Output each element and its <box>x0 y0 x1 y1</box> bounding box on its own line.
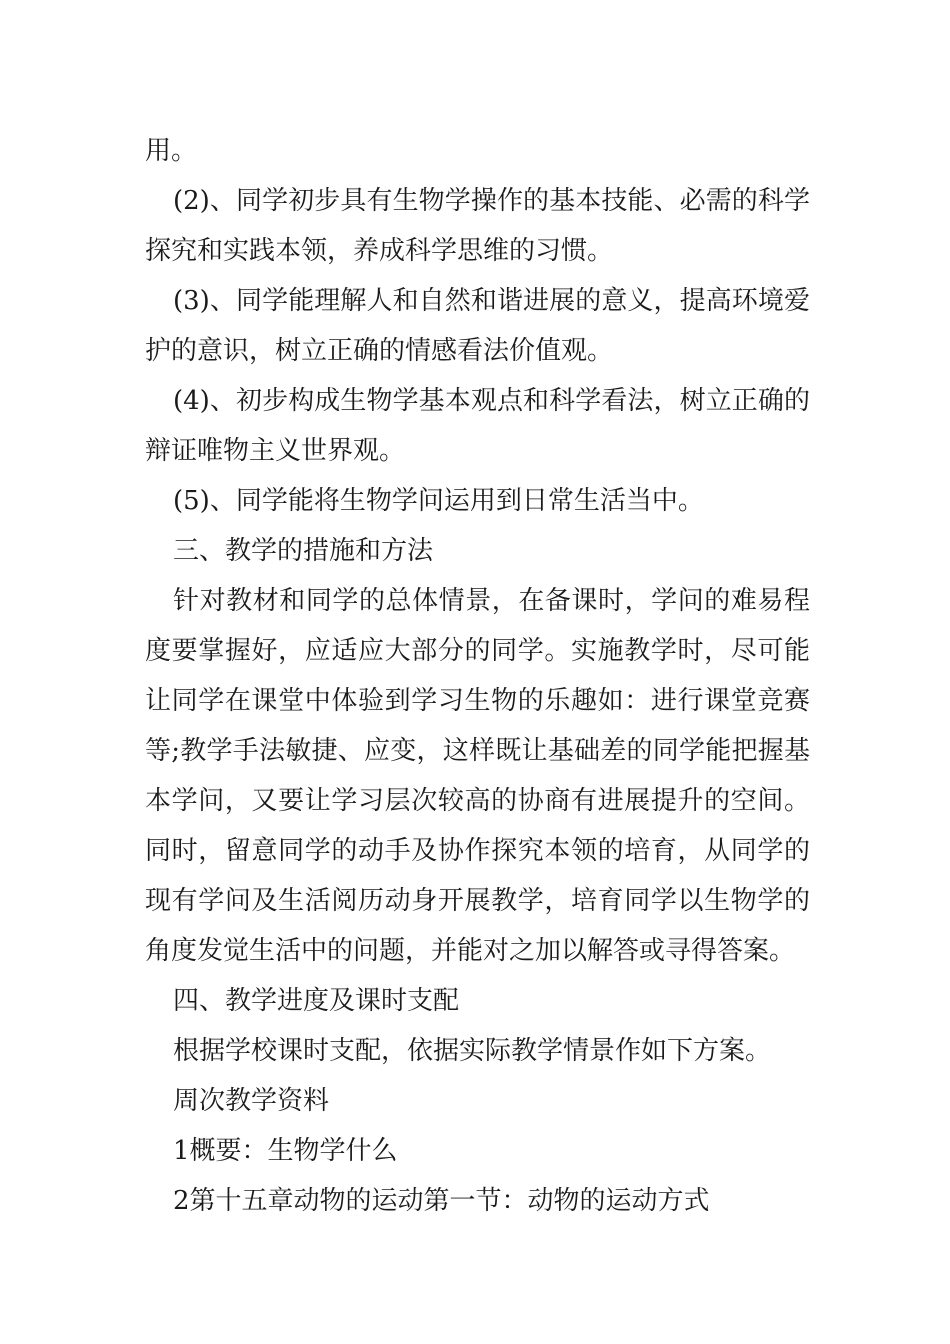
paragraph-methods: 针对教材和同学的总体情景，在备课时，学问的难易程度要掌握好，应适应大部分的同学。实施教学时，尽可能让同学在课堂中体验到学习生物的乐趣如：进行课堂竞赛等;教学手法敏捷、应变，这样既让基础差的同学能把握基本学问，又要让学习层次较高的协商有进展提升的空间。同时，留意同学的动手及协作探究本领的培育，从同学的现有学问及生活阅历动身开展教学，培育同学以生物学的角度发觉生活中的问题，并能对之加以解答或寻得答案。 <box>145 586 810 966</box>
paragraph-continuation: 用。 <box>145 136 198 166</box>
schedule-row-1: 1概要：生物学什么 <box>173 1136 398 1166</box>
section-heading-methods: 三、教学的措施和方法 <box>173 536 434 566</box>
paragraph-schedule-intro: 根据学校课时支配，依据实际教学情景作如下方案。 <box>173 1036 772 1066</box>
paragraph-goal-3: (3)、同学能理解人和自然和谐进展的意义，提高环境爱护的意识，树立正确的情感看法价值观。 <box>145 286 810 366</box>
schedule-row-2: 2第十五章动物的运动第一节：动物的运动方式 <box>173 1186 710 1216</box>
schedule-table-header: 周次教学资料 <box>173 1086 330 1116</box>
document-body <box>145 126 810 1226</box>
paragraph-goal-5: (5)、同学能将生物学问运用到日常生活当中。 <box>173 486 704 516</box>
paragraph-goal-2: (2)、同学初步具有生物学操作的基本技能、必需的科学探究和实践本领，养成科学思维的习惯。 <box>145 186 810 266</box>
section-heading-schedule: 四、教学进度及课时支配 <box>173 986 460 1016</box>
paragraph-goal-4: (4)、初步构成生物学基本观点和科学看法，树立正确的辩证唯物主义世界观。 <box>145 386 810 466</box>
